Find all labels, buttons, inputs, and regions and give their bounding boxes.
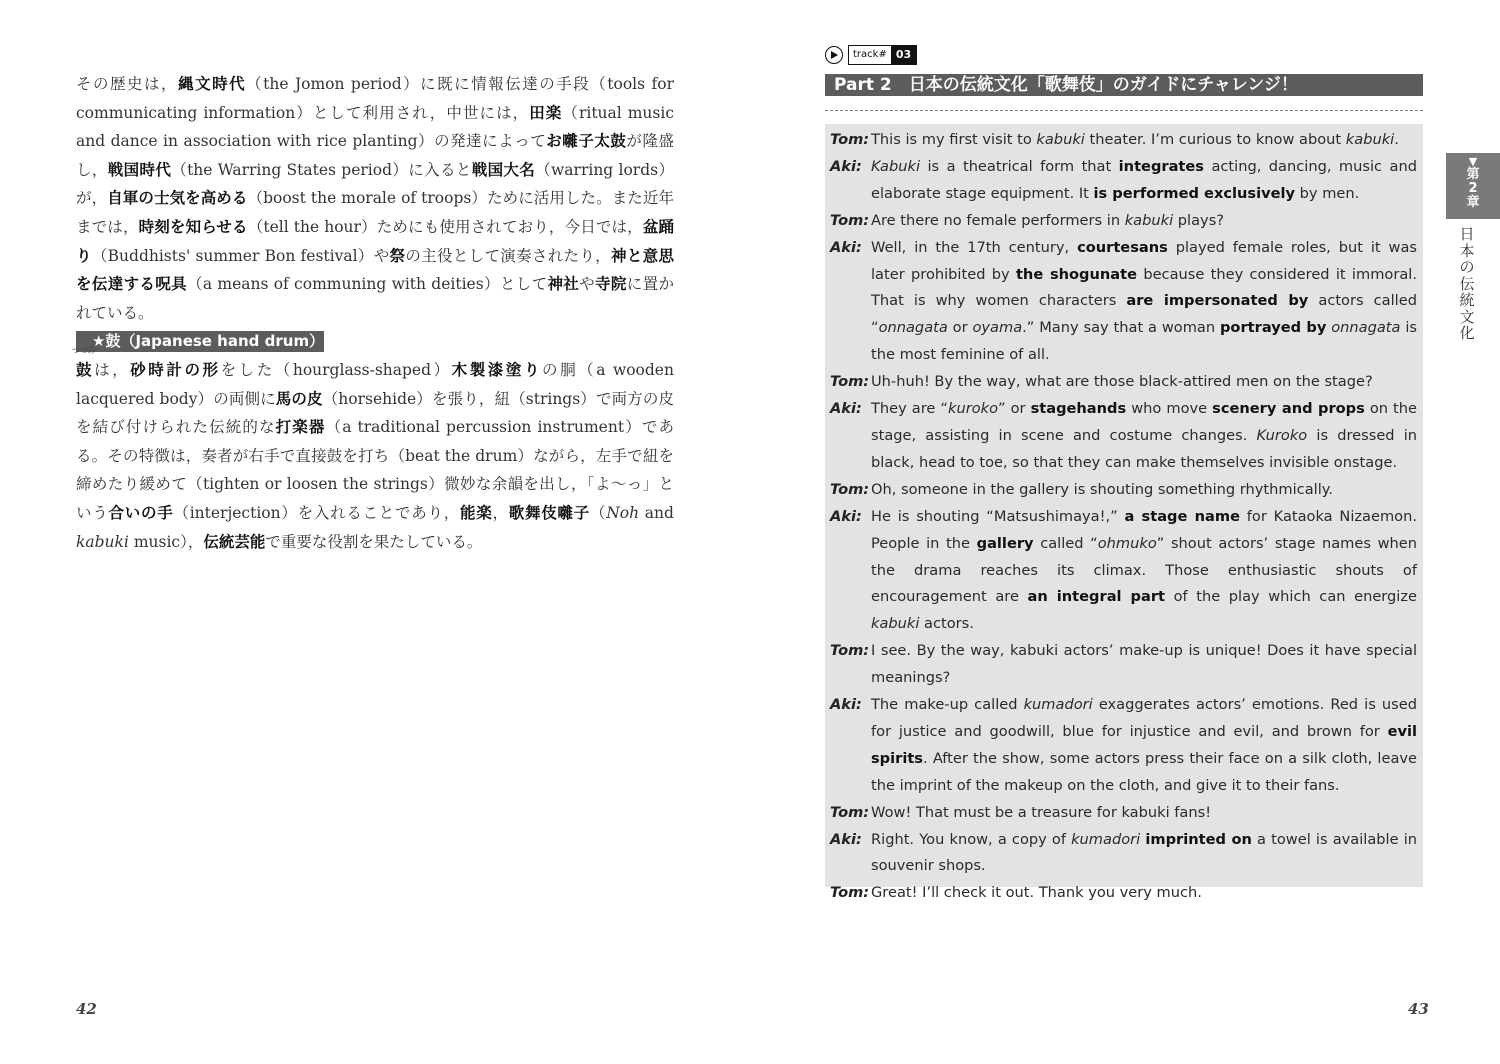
text-run: called “: [1033, 534, 1098, 552]
bold-term: a stage name: [1124, 507, 1240, 525]
speaker-label: Aki:: [830, 238, 862, 256]
utterance-text: [871, 208, 1417, 235]
text-run: and: [639, 503, 674, 522]
text-run: に置かれている。: [76, 275, 674, 322]
text-run: ” or: [998, 400, 1031, 418]
bold-term: 打楽器: [275, 417, 326, 437]
dotted-divider: [825, 110, 1423, 111]
text-run: が隆盛し，: [76, 132, 674, 179]
italic-term: kabuki: [1036, 131, 1085, 148]
dialogue-line: [830, 208, 1417, 235]
bold-term: 戦国大名: [471, 159, 536, 179]
text-run: actors called “: [871, 292, 1417, 337]
utterance-text: [871, 800, 1417, 827]
text-run: Wow! That must be a treasure for kabuki fans!: [871, 803, 1212, 821]
text-run: （a traditional percussion instrument）である。その特徴は，奏者が右手で直接鼓を打ち（beat the drum）ながら，左手で紐を締めたり緩めて（tighten or loosen the strings）微妙な余韻を出し，「よ～っ」という: [76, 418, 674, 522]
text-run: （interjection）を入れることであり，: [173, 503, 461, 522]
track-number: 03: [891, 46, 916, 64]
utterance-text: [871, 692, 1417, 800]
text-run: Are there no female performers in: [871, 211, 1125, 229]
bold-term: 縄文時代: [178, 74, 247, 93]
bold-term: gallery: [976, 534, 1034, 552]
ruby-base: 鼓: [76, 360, 92, 379]
bold-term: 田楽: [529, 102, 563, 122]
speaker-label: Tom:: [830, 373, 870, 391]
text-run: They are “: [871, 400, 948, 418]
utterance-text: [871, 827, 1417, 881]
bold-term: 木製漆塗り: [451, 360, 543, 379]
utterance-text: [871, 235, 1417, 370]
italic-term: onnagata: [878, 319, 948, 337]
italic-term: kabuki: [76, 532, 129, 551]
bold-term: 能楽: [460, 502, 493, 522]
text-run: （horsehide）を張り，紐（strings）で両方の皮を結び付けられた伝統的な: [76, 389, 674, 437]
text-run: plays?: [1173, 211, 1225, 229]
speaker-label: Aki:: [830, 400, 862, 418]
text-run: exaggerates actors’ emotions. Red is used for justice and goodwill, blue for injustice and evil, and brown for: [871, 696, 1418, 740]
text-run: （the Jomon period）に既に情報伝達の手段（tools for communicating information）として利用され，中世には，: [76, 75, 674, 122]
italic-term: Kabuki: [871, 157, 921, 175]
drum-section-heading: ★鼓（Japanese hand drum）: [76, 331, 324, 352]
dialogue-line: [830, 396, 1417, 477]
bold-term: 砂時計の形: [130, 360, 221, 379]
text-run: Right. You know, a copy of: [871, 830, 1072, 848]
text-run: theater. I’m curious to know about: [1084, 131, 1346, 148]
text-run: Oh, someone in the gallery is shouting something rhythmically.: [871, 480, 1333, 498]
text-run: on the stage, assisting in scene and costume changes.: [871, 400, 1417, 444]
text-run: は，: [91, 361, 131, 379]
speaker-label: Tom:: [830, 480, 870, 498]
speaker-label: Tom:: [830, 642, 870, 660]
bold-term: 自軍の士気を高める: [107, 188, 248, 208]
page-number-left: 42: [76, 1000, 97, 1018]
text-run: He is shouting “Matsushimaya!,”: [871, 507, 1125, 525]
text-run: ” shout actors’ stage names when the drama reaches its climax. Those enthusiastic shouts of encouragement are: [871, 534, 1417, 606]
bold-term: an integral part: [1027, 588, 1166, 606]
text-run: is a theatrical form that: [920, 157, 1119, 175]
chapter-title-vertical: 日本の伝統文化: [1459, 225, 1475, 342]
italic-term: onnagata: [1331, 319, 1401, 337]
bold-term: 時刻を知らせる: [138, 216, 248, 236]
text-run: Well, in the 17th century,: [871, 238, 1078, 256]
text-run: I see. By the way, kabuki actors’ make-up is unique! Does it have special meanings?: [871, 642, 1417, 687]
bold-term: the shogunate: [1015, 265, 1138, 283]
text-run: music），: [128, 532, 204, 551]
dialogue-line: [830, 235, 1417, 370]
bold-term: 伝統芸能: [203, 531, 266, 551]
text-run: .: [1394, 131, 1399, 148]
text-run: This is my first visit to: [871, 131, 1037, 148]
bold-term: courtesans: [1077, 238, 1168, 256]
ruby-reading: つづみ: [71, 346, 96, 355]
text-run: by men.: [1295, 184, 1360, 202]
speaker-label: Tom:: [830, 131, 870, 148]
chapter-tab-label: 第2章: [1466, 167, 1480, 210]
text-run: その歴史は，: [76, 75, 179, 93]
text-run: をした（hourglass-shaped）: [220, 361, 452, 379]
dialogue-line: [830, 154, 1417, 208]
history-paragraph: [76, 70, 674, 327]
text-run: who move: [1126, 400, 1213, 418]
bold-term: is performed exclusively: [1093, 184, 1296, 202]
bold-term: 馬の皮: [275, 388, 323, 408]
italic-term: kumadori: [1023, 696, 1093, 714]
chapter-tab: [1446, 153, 1500, 219]
bold-term: evil spirits: [871, 722, 1417, 767]
utterance-text: [871, 369, 1417, 396]
text-run: （boost the morale of troops）ために活用した。また近年までは，: [76, 189, 674, 236]
audio-track-marker[interactable]: [825, 44, 917, 66]
triangle-down-icon: ▼: [1468, 155, 1478, 168]
text-run: Uh-huh! By the way, what are those black-attired men on the stage?: [871, 373, 1373, 391]
text-run: played female roles, but it was later prohibited by: [871, 238, 1417, 283]
italic-term: kabuki: [871, 615, 920, 633]
utterance-text: [871, 154, 1417, 208]
dialogue-line: [830, 504, 1417, 639]
text-run: a towel is available in souvenir shops.: [871, 830, 1418, 875]
speaker-label: Tom:: [830, 211, 870, 229]
text-run: . After the show, some actors press their face on a silk cloth, leave the imprint of the makeup on the cloth, and give it to their fans.: [871, 749, 1417, 794]
utterance-text: [871, 880, 1417, 907]
italic-term: kumadori: [1071, 830, 1141, 848]
speaker-label: Aki:: [830, 157, 862, 175]
bold-term: imprinted on: [1145, 830, 1252, 848]
utterance-text: [871, 127, 1417, 154]
bold-term: 盆踊り: [76, 216, 674, 265]
dialogue-line: [830, 827, 1417, 881]
text-run: .” Many say that a woman: [1022, 319, 1220, 337]
bold-term: 神と意思を伝達する呪具: [76, 245, 674, 294]
track-badge: [848, 45, 917, 65]
utterance-text: [871, 638, 1417, 692]
text-run: で重要な役割を果たしている。: [265, 532, 483, 551]
text-run: （warring lords）が，: [76, 160, 674, 208]
speaker-label: Tom:: [830, 803, 870, 821]
text-run: actors.: [919, 615, 974, 633]
bold-term: 祭: [389, 245, 406, 265]
text-run: Great! I’ll check it out. Thank you very much.: [871, 884, 1202, 902]
drum-paragraph: [71, 346, 674, 556]
bold-term: portrayed by: [1219, 319, 1327, 337]
dialogue-line: [830, 800, 1417, 827]
text-run: （the Warring States period）に入ると: [171, 160, 472, 179]
ruby-word: [71, 346, 96, 385]
text-run: や: [579, 275, 596, 294]
bold-term: 寺院: [595, 274, 627, 294]
drum-paragraph-text: [76, 361, 674, 551]
dialogue-line: [830, 127, 1417, 154]
bold-term: お囃子太鼓: [546, 131, 627, 151]
text-run: for Kataoka Nizaemon. People in the: [871, 507, 1417, 552]
text-run: because they considered it immoral. That is why women characters: [871, 265, 1417, 310]
italic-term: oyama: [972, 319, 1023, 337]
utterance-text: [871, 396, 1417, 477]
text-run: ，: [492, 503, 509, 522]
italic-term: kuroko: [948, 400, 999, 418]
bold-term: integrates: [1118, 157, 1204, 175]
bold-term: scenery and props: [1212, 400, 1365, 418]
right-page: [750, 0, 1500, 1064]
italic-term: kabuki: [1345, 131, 1395, 148]
text-run: の胴（a wooden lacquered body）の両側に: [76, 361, 674, 408]
speaker-label: Aki:: [830, 830, 862, 848]
text-run: （: [589, 503, 607, 522]
bold-term: 合いの手: [108, 502, 174, 522]
track-label: track#: [853, 49, 887, 60]
dialogue-line: [830, 692, 1417, 800]
speaker-label: Aki:: [830, 696, 862, 714]
dialogue-line: [830, 880, 1417, 907]
text-run: The make-up called: [871, 696, 1024, 714]
text-run: acting, dancing, music and elaborate stage equipment. It: [871, 157, 1417, 202]
dialogue-line: [830, 369, 1417, 396]
italic-term: kabuki: [1124, 211, 1174, 229]
speaker-label: Tom:: [830, 884, 870, 902]
bold-term: stagehands: [1030, 400, 1127, 418]
speaker-label: Aki:: [830, 507, 862, 525]
text-run: （a means of communing with deities）として: [187, 275, 548, 294]
part-title: Part 2 日本の伝統文化「歌舞伎」のガイドにチャレンジ！: [825, 74, 1423, 96]
text-run: （Buddhists' summer Bon festival）や: [91, 246, 390, 265]
dialogue-box: [825, 124, 1423, 902]
bold-term: 歌舞伎囃子: [508, 502, 590, 522]
italic-term: Kuroko: [1256, 426, 1308, 444]
bold-term: are impersonated by: [1126, 292, 1309, 310]
dialogue-line: [830, 638, 1417, 692]
text-run: （ritual music and dance in association with rice planting）の発達によって: [76, 103, 674, 151]
text-run: or: [947, 319, 973, 337]
bold-term: 戦国時代: [107, 159, 172, 179]
bold-term: 神社: [547, 274, 580, 294]
text-run: の主役として演奏されたり，: [405, 246, 612, 265]
italic-term: Noh: [606, 503, 640, 522]
text-run: （tell the hour）ためにも使用されており，今日では，: [247, 217, 643, 236]
text-run: of the play which can energize: [1165, 588, 1417, 606]
italic-term: ohmuko: [1097, 534, 1157, 552]
page-number-right: 43: [1408, 1000, 1429, 1018]
dialogue-line: [830, 477, 1417, 504]
text-run: is the most feminine of all.: [871, 319, 1418, 364]
utterance-text: [871, 477, 1417, 504]
play-circle-icon[interactable]: [825, 46, 843, 64]
utterance-text: [871, 504, 1417, 639]
text-run: is dressed in black, head to toe, so that they can make themselves invisible onstage.: [871, 426, 1418, 471]
